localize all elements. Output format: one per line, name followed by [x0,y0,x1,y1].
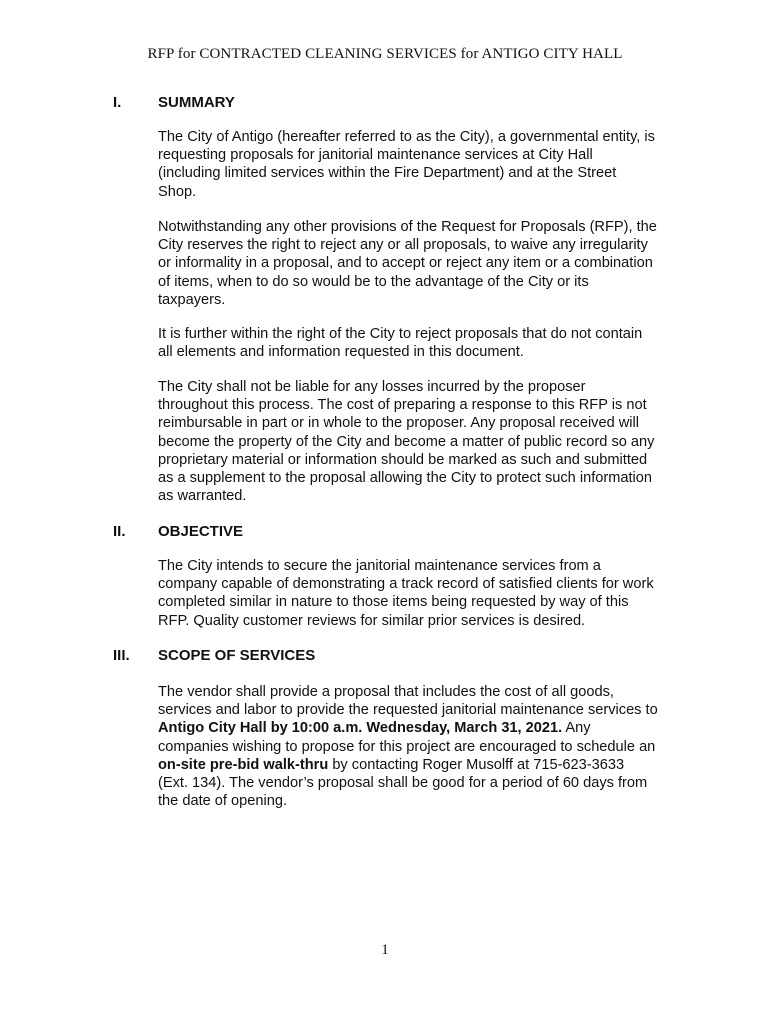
section-title: SUMMARY [158,94,235,111]
page-number: 1 [381,942,389,958]
scope-text-1: The vendor shall provide a proposal that includes the cost of all goods, services and labor to provide the requested janitorial maintenance services to [158,684,658,719]
section-number: III. [113,647,130,664]
scope-paragraph [158,683,658,810]
scope-text-3: by contacting Roger Musolff at 715-623-3633 (Ext. 134). The vendor’s proposal shall be good for a period of 60 days from the date of opening. [158,756,648,810]
section-title: SCOPE OF SERVICES [158,647,316,664]
summary-paragraph-2: Notwithstanding any other provisions of the Request for Proposals (RFP), the City reserves the right to reject any or all proposals, to waive any irregularity or informality in a proposal, and to accept or reject any item or a combination of items, when to do so would be to the advantage of the City or its taxpayers. [158,219,657,308]
section-title: OBJECTIVE [158,523,244,540]
section-number: I. [113,94,122,111]
objective-paragraph: The City intends to secure the janitorial maintenance services from a company capable of demonstrating a track record of satisfied clients for work completed similar in nature to those items being requested by way of this RFP. Quality customer reviews for similar prior services is desired. [158,558,654,629]
running-header: RFP for CONTRACTED CLEANING SERVICES for ANTIGO CITY HALL [147,46,623,62]
section-number: II. [113,523,126,540]
summary-paragraph-4: The City shall not be liable for any losses incurred by the proposer throughout this process. The cost of preparing a response to this RFP is not reimbursable in part or in whole to the proposer. Any proposal received will become the property of the City and become a matter of public record so any proprietary material or information should be marked as such and submitted as a supplement to the proposal allowing the City to protect such information as warranted. [158,379,655,505]
summary-paragraph-1: The City of Antigo (hereafter referred to as the City), a governmental entity, is requesting proposals for janitorial maintenance services at City Hall (including limited services within the Fire Department) and at the Street Shop. [158,129,655,200]
walkthru-bold: on-site pre-bid walk-thru [158,756,329,773]
scope-text-2: Any companies wishing to propose for this project are encouraged to schedule an [158,720,656,755]
summary-paragraph-3: It is further within the right of the City to reject proposals that do not contain all elements and information requested in this document. [158,326,643,361]
deadline-bold: Antigo City Hall by 10:00 a.m. Wednesday, March 31, 2021. [158,720,563,737]
